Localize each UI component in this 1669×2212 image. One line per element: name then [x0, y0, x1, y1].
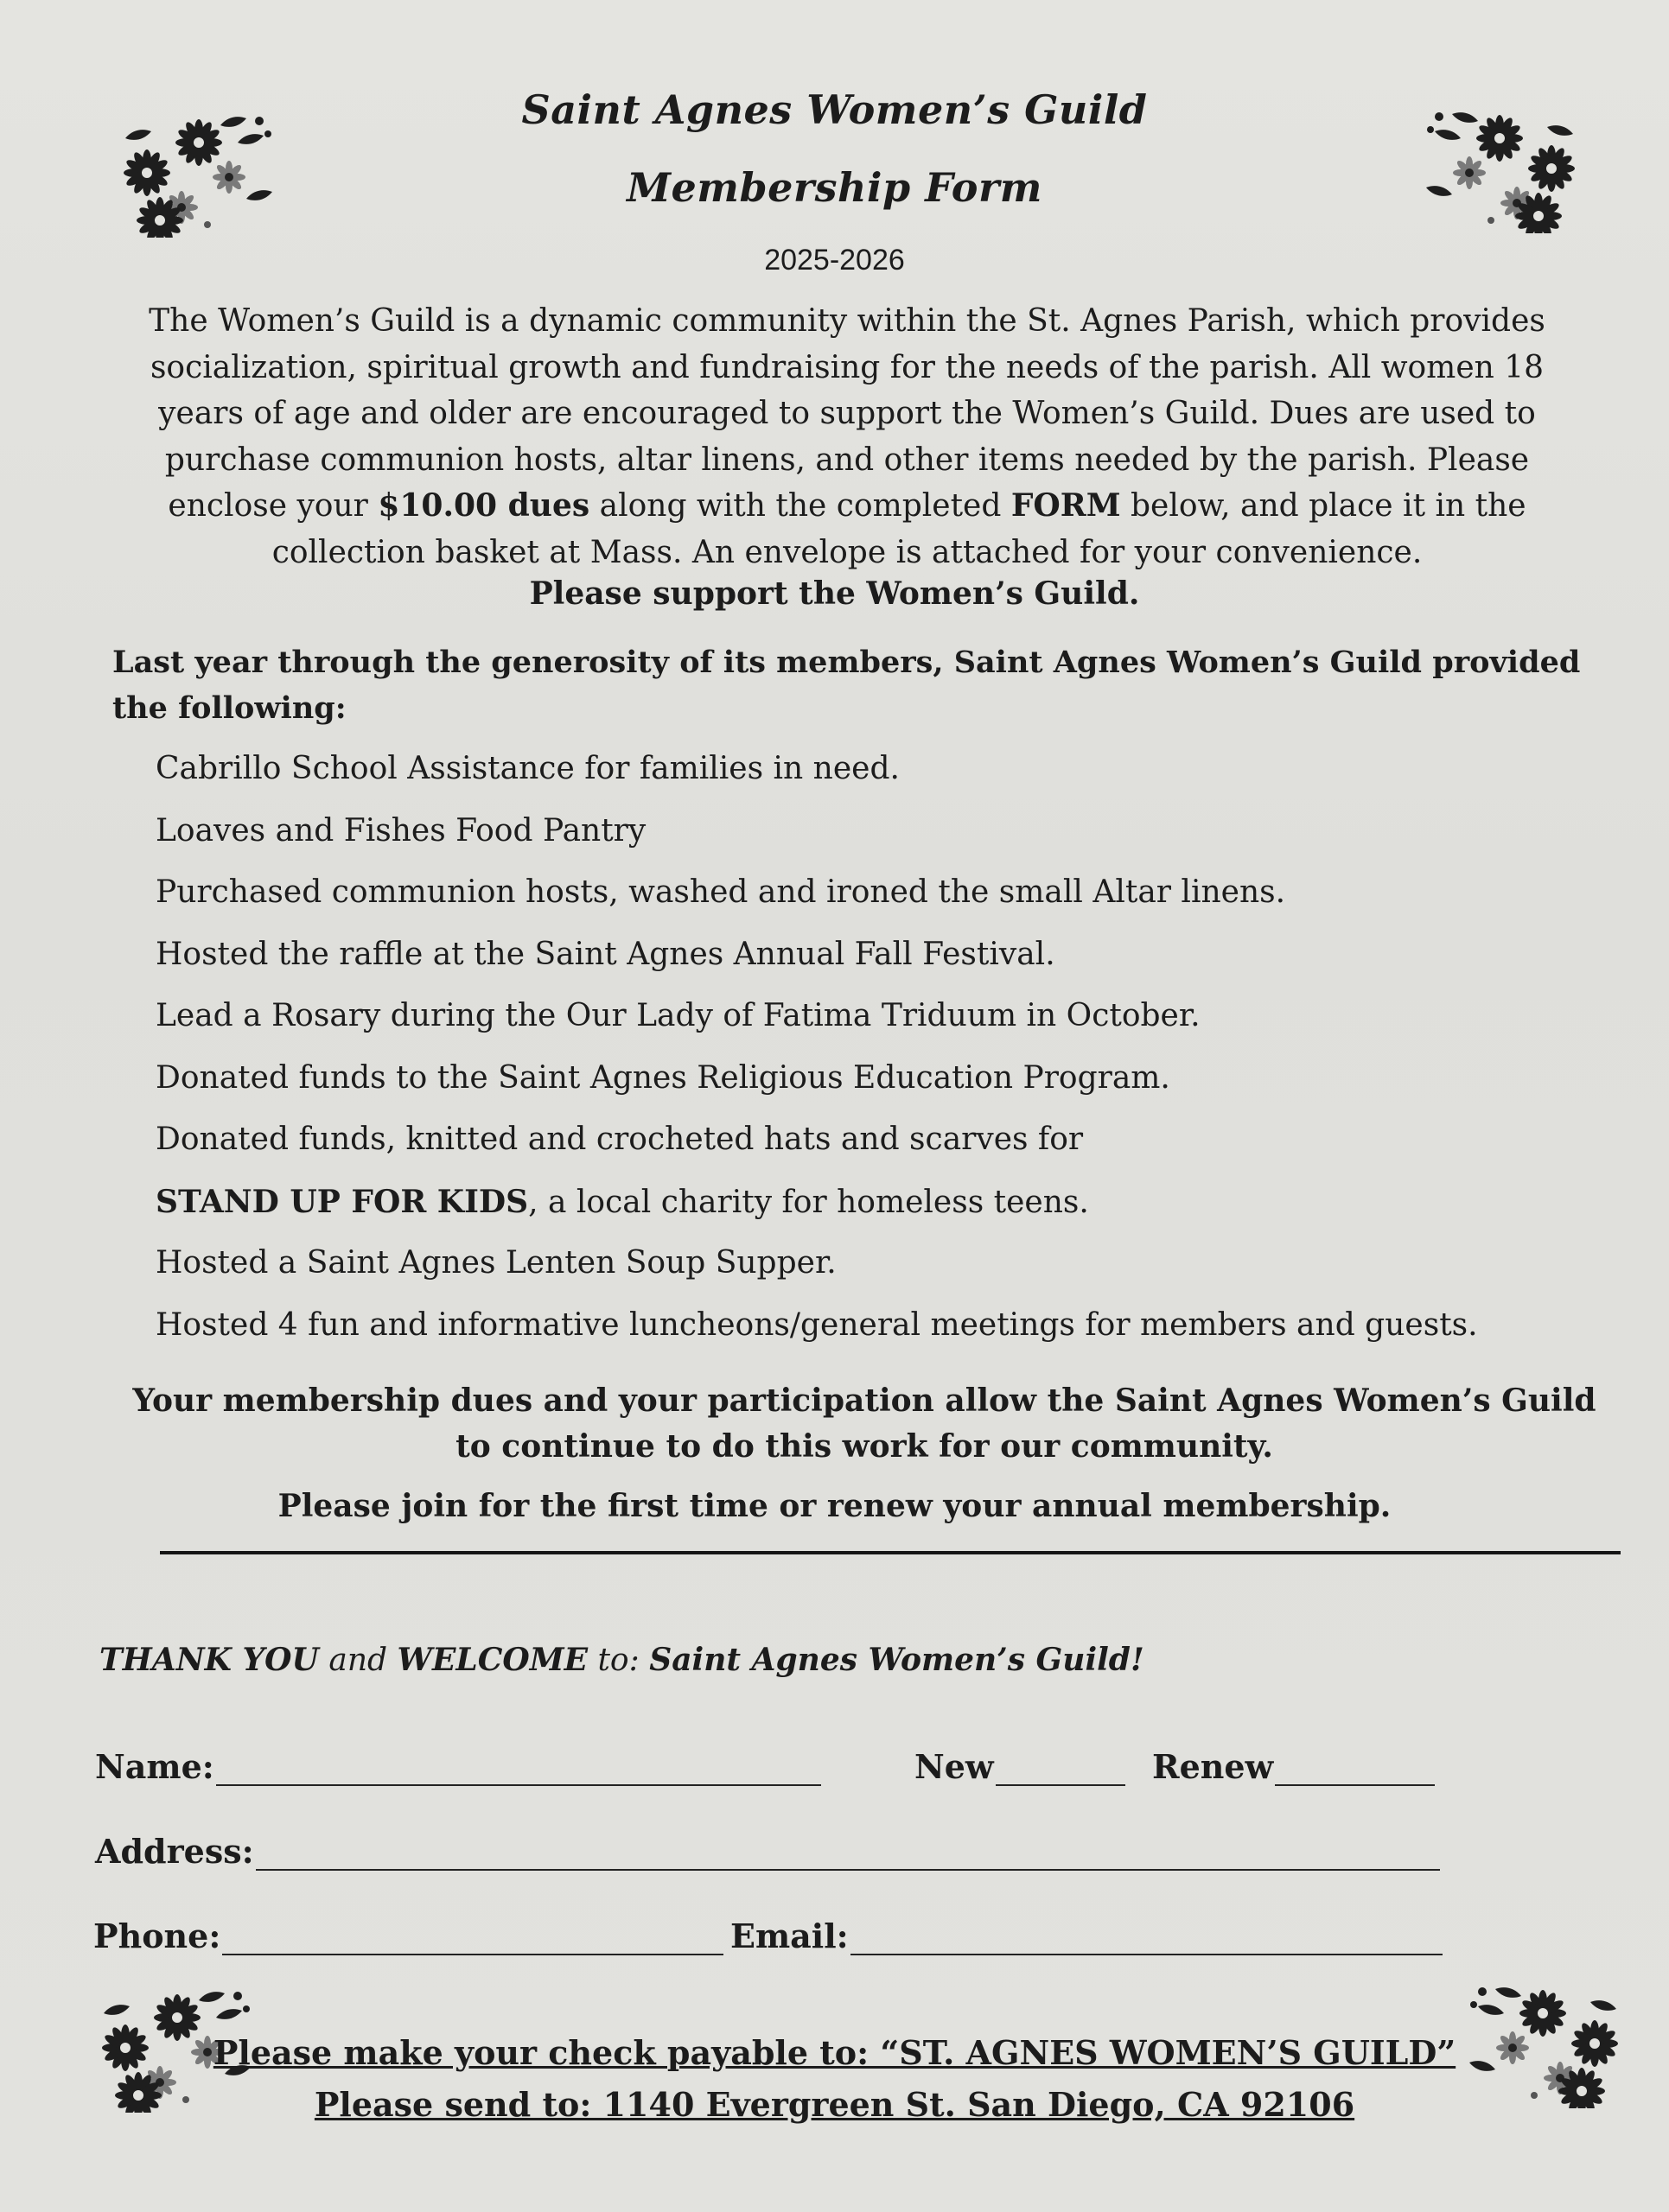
list-item: Hosted a Saint Agnes Lenten Soup Supper.: [156, 1245, 837, 1281]
new-label: New: [914, 1747, 994, 1786]
email-input-line[interactable]: [850, 1924, 1443, 1955]
list-item: Hosted the raffle at the Saint Agnes Annual Fall Festival.: [156, 936, 1055, 972]
mailing-address: Please send to: 1140 Evergreen St. San Diego, CA 92106: [314, 2085, 1355, 2124]
list-item: [156, 1180, 1582, 1243]
new-field[interactable]: [914, 1747, 1125, 1786]
guild-text: Saint Agnes Women’s Guild!: [649, 1642, 1144, 1678]
last-year-heading: Last year through the generosity of its members, Saint Agnes Women’s Guild provided the following:: [112, 645, 1581, 726]
address-label: Address:: [95, 1832, 254, 1871]
phone-field[interactable]: [93, 1916, 723, 1955]
renew-input-line[interactable]: [1275, 1755, 1435, 1786]
address-field[interactable]: [95, 1832, 1440, 1871]
form-year: 2025-2026: [764, 244, 905, 276]
phone-input-line[interactable]: [222, 1924, 723, 1955]
renew-label: Renew: [1152, 1747, 1274, 1786]
closing-statement: Your membership dues and your participation allow the Saint Agnes Women’s Guild to continue to do this work for our community.: [132, 1382, 1596, 1465]
support-line: Please support the Women’s Guild.: [529, 575, 1140, 612]
form-emphasis: FORM: [1010, 487, 1121, 524]
intro-text: below, and place it in the collection basket at Mass. An envelope is attached for your convenience.: [271, 488, 1526, 570]
thank-you-text: THANK YOU: [99, 1642, 319, 1678]
welcome-text: WELCOME: [397, 1642, 589, 1678]
form-title: Saint Agnes Women’s Guild: [521, 86, 1148, 133]
new-input-line[interactable]: [996, 1755, 1125, 1786]
list-item: Purchased communion hosts, washed and ironed the small Altar linens.: [156, 874, 1286, 910]
accomplishments-list: [156, 747, 1582, 1365]
list-item: Loaves and Fishes Food Pantry: [156, 812, 647, 849]
list-item: Donated funds to the Saint Agnes Religious Education Program.: [156, 1059, 1170, 1096]
charity-description: , a local charity for homeless teens.: [528, 1184, 1089, 1220]
email-label: Email:: [730, 1916, 849, 1955]
intro-paragraph: [130, 298, 1564, 575]
dues-amount: $10.00 dues: [378, 487, 590, 524]
and-text: and: [328, 1643, 388, 1678]
name-field[interactable]: [95, 1747, 821, 1786]
charity-name: STAND UP FOR KIDS: [156, 1183, 529, 1220]
renew-field[interactable]: [1152, 1747, 1435, 1786]
intro-text: along with the completed: [599, 488, 1002, 524]
address-input-line[interactable]: [256, 1840, 1440, 1871]
payable-instruction: Please make your check payable to: “ST. AGNES WOMEN’S GUILD”: [213, 2033, 1456, 2072]
list-item: Donated funds, knitted and crocheted hats and scarves for: [156, 1122, 1084, 1157]
list-item: Cabrillo School Assistance for families in need.: [156, 751, 900, 786]
thank-you-line: [99, 1642, 1144, 1678]
email-field[interactable]: [730, 1916, 1443, 1955]
name-input-line[interactable]: [216, 1755, 821, 1786]
list-item: Lead a Rosary during the Our Lady of Fatima Triduum in October.: [156, 998, 1201, 1033]
divider: [160, 1551, 1621, 1554]
join-statement: Please join for the first time or renew your annual membership.: [277, 1488, 1392, 1524]
name-label: Name:: [95, 1747, 214, 1786]
list-item: Hosted 4 fun and informative luncheons/general meetings for members and guests.: [156, 1306, 1478, 1343]
to-text: to:: [597, 1643, 640, 1678]
phone-label: Phone:: [93, 1916, 221, 1955]
form-subtitle: Membership Form: [627, 164, 1042, 211]
intro-text: The Women’s Guild is a dynamic community within the St. Agnes Parish, which provides socialization, spiritual growth and fundraising for the needs of the parish. All women 18 years of age and older are encouraged to support the Women’s Guild. Dues are used to purchase communion hosts, altar linens, and other items needed by the parish. Please enclose your: [149, 303, 1545, 524]
